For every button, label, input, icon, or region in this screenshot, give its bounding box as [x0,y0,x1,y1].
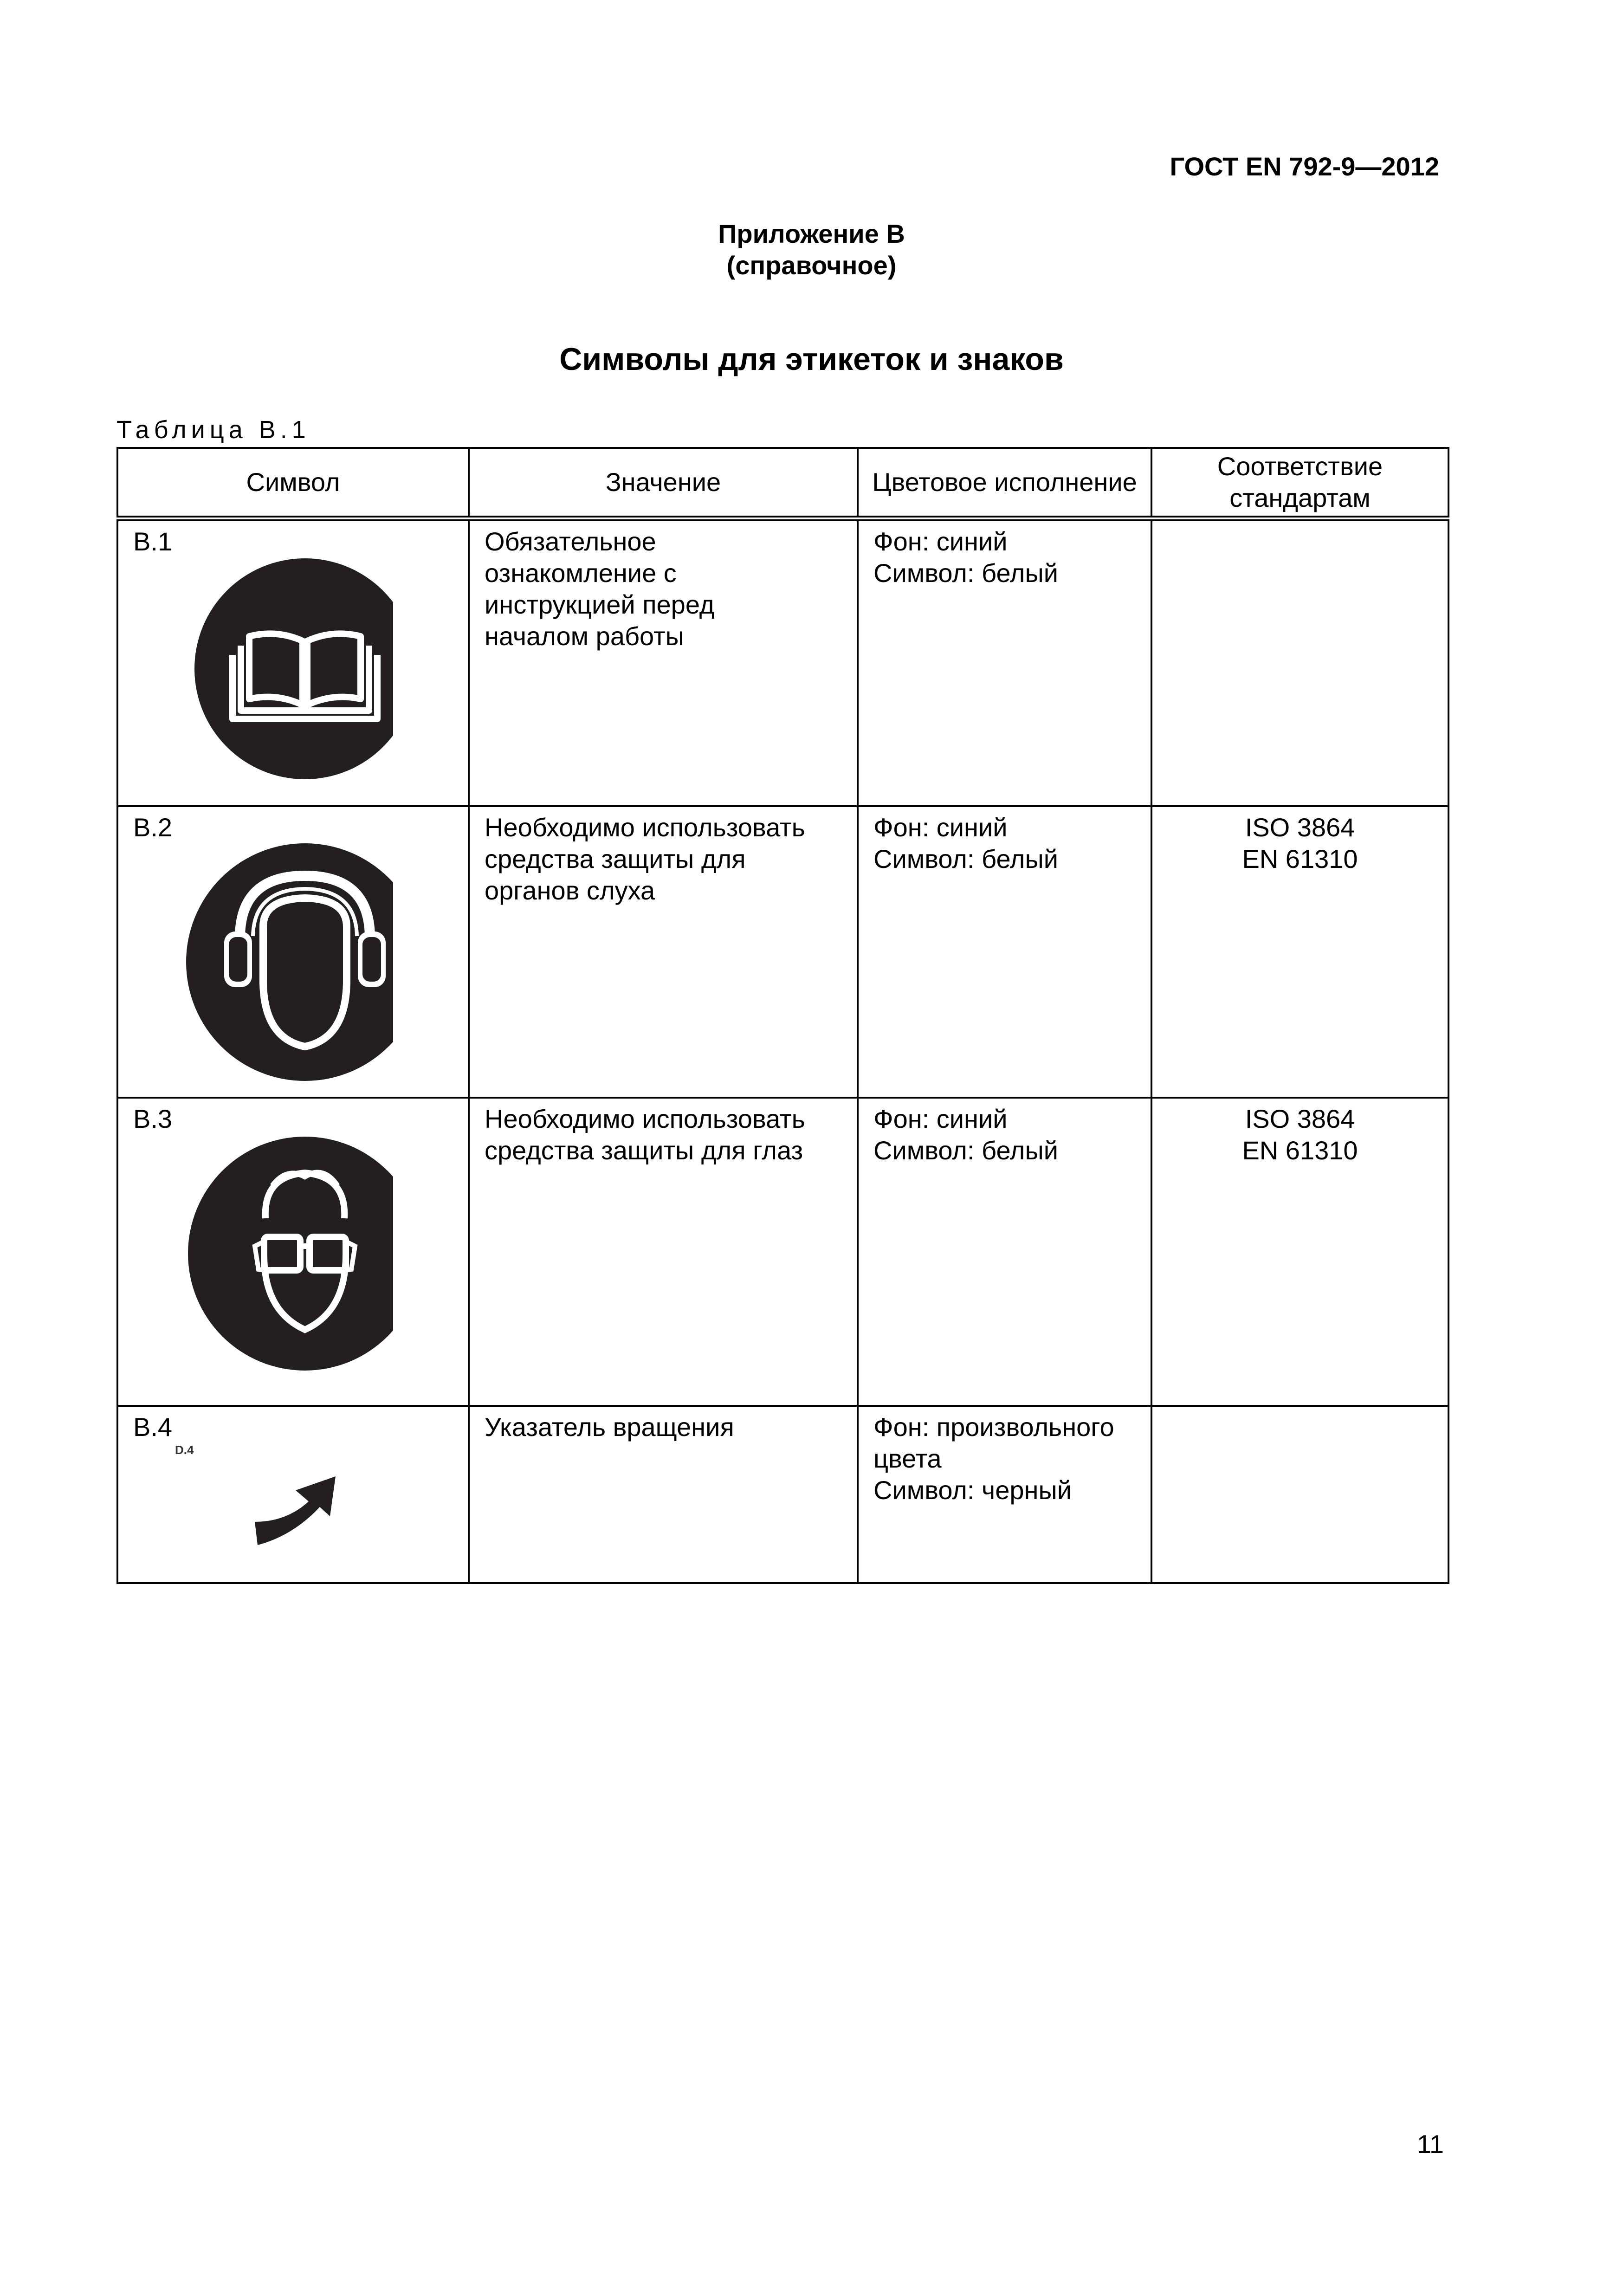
symbol-cell [117,518,469,806]
color-cell [858,518,1151,806]
color-line: Фон: синий [873,527,1008,556]
column-header-color: Цветовое исполнение [858,448,1151,518]
row-id: В.3 [133,1104,173,1133]
read-instructions-book-icon [133,557,393,789]
column-header-standards: Соответствие стандартам [1151,448,1448,518]
symbols-table [116,447,1449,1584]
meaning-cell [469,518,858,806]
column-header-meaning: Значение [469,448,858,518]
ear-protection-icon [133,843,393,1085]
section-title: Символы для этикеток и знаков [559,342,1064,377]
meaning-cell [469,1098,858,1406]
meaning-line: Необходимо использовать [485,813,805,842]
standard-line: EN 61310 [1242,1136,1358,1165]
symbol-cell [117,806,469,1098]
symbol-cell [117,1098,469,1406]
color-line: Фон: синий [873,1104,1008,1133]
color-line: Символ: белый [873,844,1058,873]
meaning-line: инструкцией перед [485,590,715,619]
appendix-heading [0,218,1623,281]
meaning-line: началом работы [485,621,684,651]
color-line: Символ: черный [873,1475,1072,1505]
page-number: 11 [1416,2129,1444,2159]
standards-cell [1151,518,1448,806]
table-row [117,1406,1448,1583]
appendix-title: Приложение В [718,219,905,248]
meaning-line: Обязательное [485,527,656,556]
table-row [117,806,1448,1098]
color-line: Символ: белый [873,1136,1058,1165]
row-id: В.4 [133,1412,173,1442]
color-line: цвета [873,1444,942,1473]
rotation-arrow-icon [133,1457,393,1554]
document-code: ГОСТ EN 792-9—2012 [1170,152,1439,181]
row-id: В.1 [133,527,173,556]
appendix-subtitle: (справочное) [726,251,897,280]
standards-cell [1151,1098,1448,1406]
color-cell [858,1098,1151,1406]
meaning-line: средства защиты для [485,844,746,873]
table-caption: Таблица В.1 [116,416,310,444]
column-header-symbol: Символ [117,448,469,518]
symbol-cell [117,1406,469,1583]
meaning-line: средства защиты для глаз [485,1136,803,1165]
standard-line: EN 61310 [1242,844,1358,873]
color-line: Фон: синий [873,813,1008,842]
meaning-line: ознакомление с [485,558,677,588]
row-id: В.2 [133,813,173,842]
meaning-line: органов слуха [485,876,655,905]
table-header-row [117,448,1448,518]
color-line: Символ: белый [873,558,1058,588]
standards-cell [1151,806,1448,1098]
color-cell [858,1406,1151,1583]
symbol-image [133,1135,393,1376]
standard-line: ISO 3864 [1245,813,1355,842]
standards-cell [1151,1406,1448,1583]
symbol-image [133,1457,393,1554]
table-row [117,518,1448,806]
standard-line: ISO 3864 [1245,1104,1355,1133]
symbol-sublabel: D.4 [175,1443,194,1457]
eye-protection-icon [133,1135,393,1376]
color-cell [858,806,1151,1098]
symbol-image [133,557,393,789]
meaning-cell [469,806,858,1098]
meaning-cell [469,1406,858,1583]
symbol-image [133,843,393,1085]
table-row [117,1098,1448,1406]
meaning-line: Необходимо использовать [485,1104,805,1133]
color-line: Фон: произвольного [873,1412,1114,1442]
meaning-line: Указатель вращения [485,1412,734,1442]
